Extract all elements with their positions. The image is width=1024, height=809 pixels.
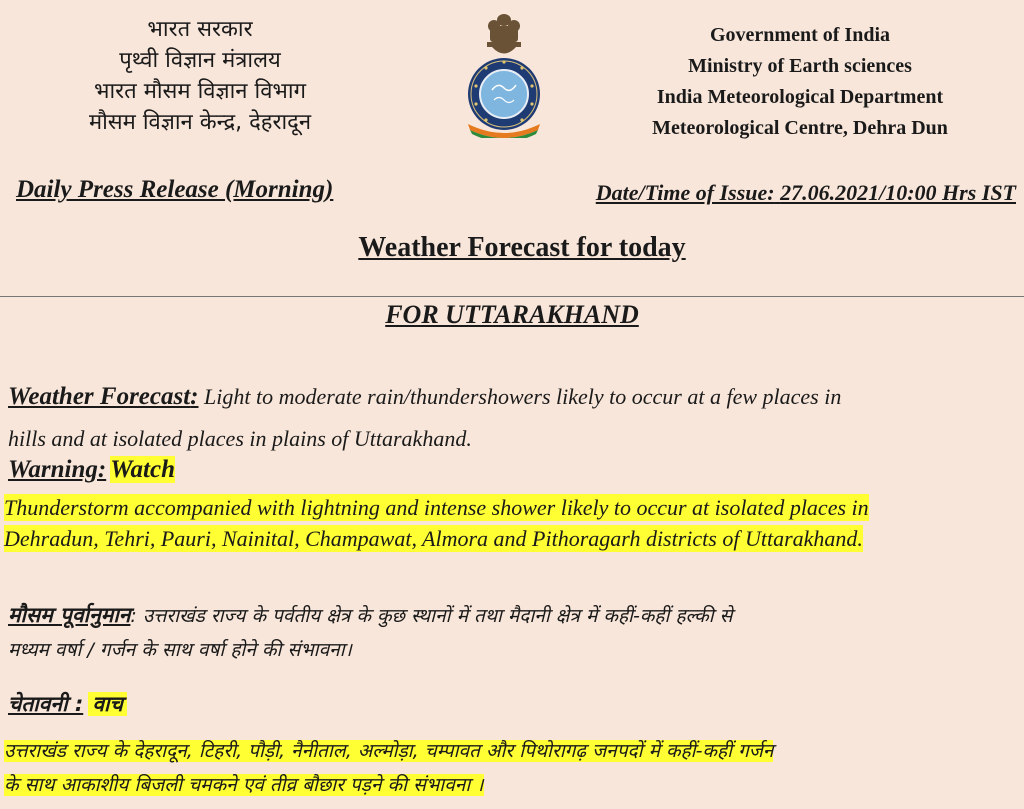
warning-text-2: Dehradun, Tehri, Pauri, Nainital, Champawat, Almora and Pithoragarh districts of Uttarakhand. [4, 526, 863, 551]
header-english-line-4: Meteorological Centre, Dehra Dun [652, 117, 948, 139]
page-title: Weather Forecast for today [358, 232, 686, 263]
hindi-forecast-text-1: उत्तराखंड राज्य के पर्वतीय क्षेत्र के कुछ स्थानों में तथा मैदानी क्षेत्र में कहीं-कहीं हल्की से [142, 605, 733, 627]
hindi-warning-row [8, 690, 127, 718]
header-english [590, 20, 1010, 144]
hindi-forecast-text-2: मध्यम वर्षा / गर्जन के साथ वर्षा होने की संभावना। [8, 639, 352, 661]
hindi-forecast-colon: : [130, 605, 137, 627]
region-heading: FOR UTTARAKHAND [385, 300, 639, 329]
hindi-warning-text-2: के साथ आकाशीय बिजली चमकने एवं तीव्र बौछार पड़ने की संभावना । [4, 774, 484, 796]
warning-row [8, 456, 175, 484]
issue-date [596, 180, 1016, 206]
header-hindi-line-1: भारत सरकार [147, 17, 253, 42]
forecast-text-1: Light to moderate rain/thundershowers likely to occur at a few places in [204, 384, 842, 409]
release-title: Daily Press Release (Morning) [16, 176, 334, 203]
english-forecast [8, 376, 1018, 460]
header-english-line-1: Government of India [710, 24, 890, 46]
hindi-warning-text [4, 734, 1020, 802]
header-hindi-line-4: मौसम विज्ञान केन्द्र, देहरादून [88, 110, 312, 135]
warning-level-badge: Watch [110, 456, 176, 483]
forecast-line-1 [8, 376, 1018, 418]
hindi-forecast-line-1 [8, 598, 1020, 633]
issue-value: 27.06.2021/10:00 Hrs IST [780, 180, 1016, 205]
hindi-warning-label: चेतावनी : [8, 692, 84, 716]
forecast-label: Weather Forecast [8, 383, 191, 410]
header-hindi-line-2: पृथ्वी विज्ञान मंत्रालय [119, 48, 281, 73]
header-hindi-line-3: भारत मौसम विज्ञान विभाग [94, 79, 306, 104]
header-english-line-3: India Meteorological Department [656, 86, 944, 108]
release-line [0, 176, 1024, 208]
divider [0, 296, 1024, 297]
forecast-text-2: hills and at isolated places in plains of Uttarakhand. [8, 426, 472, 451]
forecast-colon: : [190, 383, 199, 410]
hindi-warning-text-1: उत्तराखंड राज्य के देहरादून, टिहरी, पौड़ी, नैनीताल, अल्मोड़ा, चम्पावत और पिथोरागढ़ जनपदों में कहीं-कहीं गर्जन [4, 740, 774, 762]
hindi-warning-level-badge: वाच [88, 692, 126, 716]
imd-emblem-icon [462, 12, 546, 138]
hindi-forecast [8, 598, 1020, 667]
issue-label: Date/Time of Issue: [595, 180, 775, 205]
header-hindi [0, 14, 400, 138]
header-english-line-2: Ministry of Earth sciences [688, 55, 912, 77]
hindi-forecast-label: मौसम पूर्वानुमान [8, 603, 131, 627]
warning-text [4, 492, 1016, 554]
warning-text-1: Thunderstorm accompanied with lightning and intense shower likely to occur at isolated places in [4, 495, 869, 520]
warning-label: Warning: [8, 456, 107, 483]
